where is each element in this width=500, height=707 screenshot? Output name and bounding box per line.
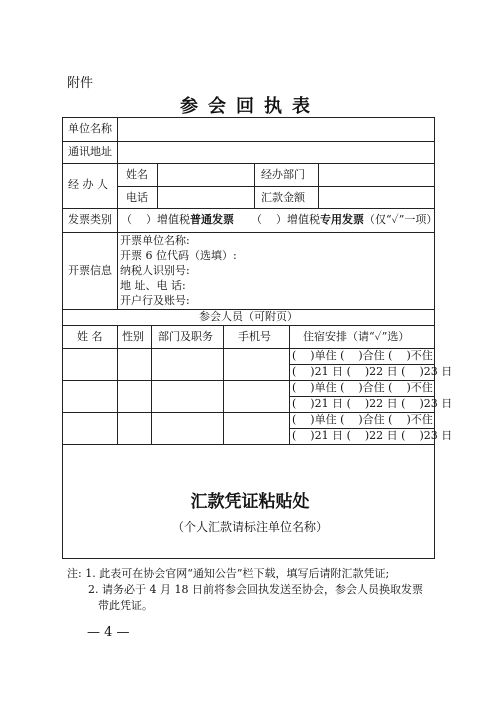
- lodging-date-options[interactable]: ( )21 日 ( )22 日 ( )23 日: [292, 397, 453, 410]
- invoice-info-line: 开票单位名称:: [120, 234, 190, 247]
- grid-line: [289, 325, 290, 444]
- lodging-date-options[interactable]: ( )21 日 ( )22 日 ( )23 日: [292, 429, 453, 442]
- grid-line: [254, 163, 255, 208]
- column-name: 姓 名: [77, 330, 103, 343]
- invoice-option-normal[interactable]: [121, 213, 234, 227]
- invoice-info-line: 地 址、电 话:: [120, 279, 186, 292]
- invoice-info-label: 开票信息: [68, 264, 112, 277]
- invoice-option-special[interactable]: [251, 213, 437, 227]
- invoice-special-text: 专用发票: [320, 213, 364, 226]
- grid-line: [318, 163, 319, 208]
- invoice-info-line: 开户行及账号:: [120, 294, 190, 307]
- lodging-date-options[interactable]: ( )21 日 ( )22 日 ( )23 日: [292, 365, 453, 378]
- form-title: 参会回执表: [180, 96, 320, 117]
- name-label: 姓名: [126, 168, 148, 181]
- grid-line: [117, 186, 435, 187]
- invoice-option-close: ）增值税: [276, 213, 320, 226]
- invoice-normal-text: 普通发票: [190, 213, 234, 226]
- attendees-header: 参会人员（可附页）: [199, 310, 298, 323]
- invoice-option-open: （: [251, 213, 262, 226]
- grid-line: [62, 444, 435, 445]
- note-line-1: 注: 1. 此表可在协会官网“通知公告”栏下载，填写后请附汇款凭证;: [67, 567, 390, 580]
- remittance-paste-subtitle: （个人汇款请标注单位名称）: [171, 520, 328, 534]
- invoice-info-line: 纳税人识别号:: [120, 264, 190, 277]
- grid-line: [117, 325, 118, 444]
- dept-label: 经办部门: [261, 168, 305, 181]
- grid-line: [117, 117, 118, 309]
- amount-label: 汇款金额: [261, 191, 305, 204]
- invoice-info-line: 开票 6 位代码（选填）:: [120, 249, 237, 262]
- invoice-type-label: 发票类别: [68, 213, 112, 226]
- notes: [67, 566, 423, 614]
- unit-name-label: 单位名称: [68, 122, 112, 135]
- phone-label: 电话: [126, 191, 148, 204]
- attachment-label: 附件: [67, 76, 94, 91]
- column-lodging: 住宿安排（请“✓”选）: [303, 330, 410, 343]
- page-number: — 4 —: [87, 625, 130, 640]
- lodging-type-options[interactable]: ( )单住 ( )合住 ( )不住: [292, 413, 433, 426]
- grid-line: [157, 163, 158, 208]
- remittance-paste-title: 汇款凭证粘贴处: [190, 492, 310, 512]
- note-line-2: 2. 请务必于 4 月 18 日前将参会回执发送至协会，参会人员换取发票: [88, 583, 423, 596]
- grid-line: [62, 558, 435, 559]
- note-line-3: 带此凭证。: [98, 599, 153, 612]
- column-gender: 性别: [122, 330, 144, 343]
- grid-line: [223, 325, 224, 444]
- invoice-option-close: ）增值税: [146, 213, 190, 226]
- lodging-type-options[interactable]: ( )单住 ( )合住 ( )不住: [292, 381, 433, 394]
- invoice-option-open: （: [121, 213, 132, 226]
- invoice-note: （仅“✓”一项）: [364, 213, 438, 226]
- grid-line: [151, 325, 152, 444]
- address-label: 通讯地址: [68, 145, 112, 158]
- column-mobile: 手机号: [238, 330, 271, 343]
- handler-label: 经 办 人: [68, 178, 108, 191]
- column-dept-title: 部门及职务: [158, 330, 213, 343]
- lodging-type-options[interactable]: ( )单住 ( )合住 ( )不住: [292, 349, 433, 362]
